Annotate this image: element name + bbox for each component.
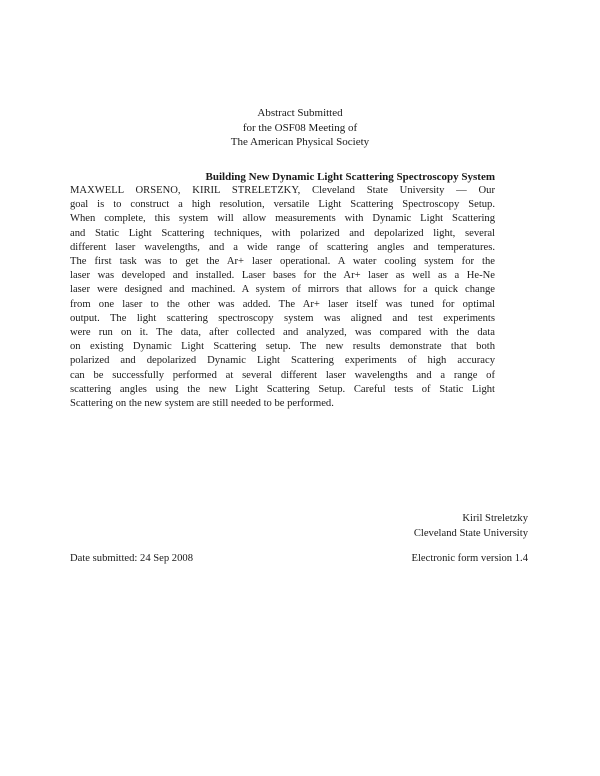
abstract-line: were run on it. The data, after collected and analyzed, was compared with the data (70, 327, 495, 339)
header-line-1: Abstract Submitted (257, 107, 343, 119)
date-submitted: Date submitted: 24 Sep 2008 (70, 553, 193, 564)
abstract-line: goal is to construct a high resolution, versatile Light Scattering Spectroscopy Setup. (70, 199, 495, 211)
signature-name: Kiril Streletzky (462, 513, 528, 524)
abstract-line: output. The light scattering spectroscopy system was aligned and test experiments (70, 312, 495, 324)
abstract-line: scattering angles using the new Light Scattering Setup. Careful tests of Static Light (70, 383, 495, 395)
header-line-3: The American Physical Society (230, 136, 370, 148)
abstract-line: The first task was to get the Ar+ laser operational. A water cooling system for the (70, 256, 495, 268)
abstract-line: and Static Light Scattering techniques, with polarized and depolarized light, several (70, 227, 495, 239)
abstract-line: polarized and depolarized Dynamic Light Scattering experiments of high accuracy (70, 355, 495, 367)
abstract-line: When complete, this system will allow measurements with Dynamic Light Scattering (70, 213, 495, 225)
header-line-2: for the OSF08 Meeting of (242, 121, 358, 134)
abstract-line: can be successfully performed at several different laser wavelengths and a range of (70, 369, 495, 381)
abstract-line: from one laser to the other was added. The Ar+ laser itself was tuned for optimal (70, 298, 495, 310)
abstract-line: laser was developed and installed. Laser bases for the Ar+ laser as well as a He-Ne (70, 270, 495, 282)
abstract-line: MAXWELL ORSENO, KIRIL STRELETZKY, Cleveland State University — Our (70, 185, 495, 196)
abstract-line: on existing Dynamic Light Scattering setup. The new results demonstrate that both (70, 341, 495, 353)
abstract-line: Scattering on the new system are still needed to be performed. (70, 398, 334, 410)
abstract-body (70, 184, 495, 411)
submission-header (0, 106, 600, 150)
abstract-line: laser were designed and machined. A system of mirrors that allows for a quick change (70, 284, 495, 296)
abstract-title: Building New Dynamic Light Scattering Spectroscopy System (205, 171, 495, 183)
signature-affiliation: Cleveland State University (413, 527, 528, 539)
signature-block (414, 512, 528, 541)
form-version: Electronic form version 1.4 (411, 553, 528, 564)
abstract-line: different laser wavelengths, and a wide range of scattering angles and temperatures. (70, 241, 495, 253)
